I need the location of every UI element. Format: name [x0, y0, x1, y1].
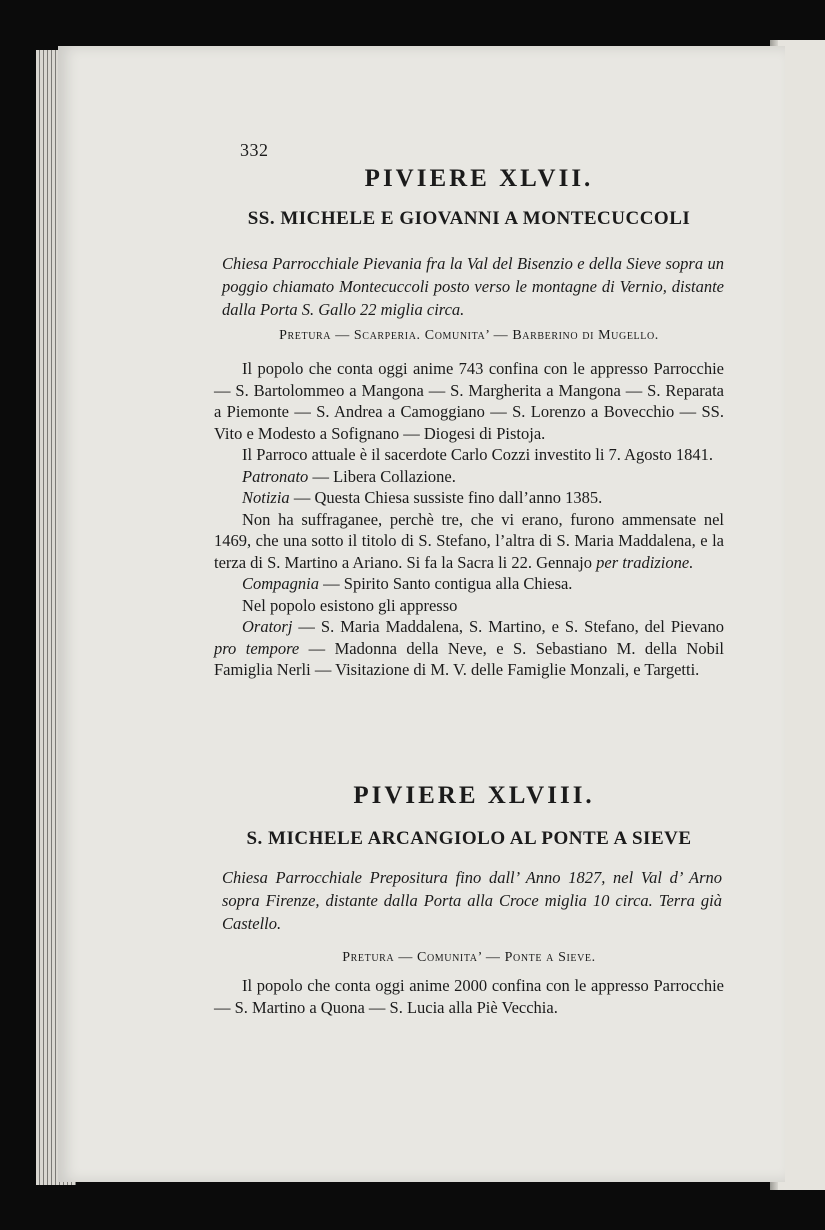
- compagnia-text: — Spirito Santo contigua alla Chiesa.: [319, 574, 573, 593]
- suffraganee-paragraph: [214, 509, 724, 574]
- population-paragraph: Il popolo che conta oggi anime 2000 confina con le appresso Parrocchie — S. Martino a Quona — S. Lucia alla Piè Vecchia.: [214, 976, 724, 1017]
- jurisdiction-line: Pretura — Scarperia. Comunita’ — Barberino di Mugello.: [279, 328, 659, 343]
- church-description: Chiesa Parrocchiale Pievania fra la Val del Bisenzio e della Sieve sopra un poggio chiamato Montecuccoli posto verso le montagne di Vernio, distante dalla Porta S. Gallo 22 miglia circa.: [222, 254, 724, 319]
- esistono-line: Nel popolo esistono gli appresso: [242, 595, 458, 615]
- church-title: SS. MICHELE E GIOVANNI A MONTECUCCOLI: [247, 208, 691, 229]
- patronato-text: — Libera Collazione.: [308, 466, 456, 486]
- oratorj-label: Oratorj: [242, 617, 293, 636]
- section-body: [214, 358, 724, 681]
- section-body: [214, 975, 724, 1018]
- patronato-line: [214, 466, 724, 488]
- oratorj-text-b: — Madonna della Neve, e S. Sebastiano M. della Nobil Famiglia Nerli — Visitazione di M. V. delle Famiglie Monzali, e Targetti.: [214, 638, 725, 679]
- compagnia-label: Compagnia: [242, 574, 320, 593]
- church-title: S. MICHELE ARCANGIOLO AL PONTE A SIEVE: [246, 828, 692, 849]
- parroco-paragraph: Il Parroco attuale è il sacerdote Carlo Cozzi investito li 7. Agosto 1841.: [242, 445, 714, 464]
- compagnia-line: [214, 573, 724, 595]
- notizia-label: Notizia: [242, 488, 290, 507]
- patronato-label: Patronato: [242, 466, 309, 486]
- page-number: 332: [240, 140, 269, 160]
- jurisdiction-line: Pretura — Comunita’ — Ponte a Sieve.: [342, 950, 596, 965]
- oratorj-text-a: — S. Maria Maddalena, S. Martino, e S. Stefano, del Pievano: [292, 617, 724, 636]
- oratorj-paragraph: [214, 616, 724, 681]
- suffraganee-text: Non ha suffraganee, perchè tre, che vi erano, furono ammensate nel 1469, che una sotto il titolo di S. Stefano, l’altra di S. Maria Maddalena, e la terza di S. Martino a Ariano. Si fa la Sacra li 22. Gennajo: [214, 509, 724, 572]
- church-description: Chiesa Parrocchiale Prepositura fino dall’ Anno 1827, nel Val d’ Arno sopra Firenze, distante dalla Porta alla Croce miglia 10 circa. Terra già Castello.: [222, 868, 722, 933]
- section-heading: PIVIERE XLVII.: [364, 165, 594, 192]
- oratorj-italic: pro tempore: [214, 638, 300, 658]
- population-paragraph: Il popolo che conta oggi anime 743 confina con le appresso Parrocchie — S. Bartolommeo a Mangona — S. Margherita a Mangona — S. Reparata a Piemonte — S. Andrea a Camoggiano — S. Lorenzo a Bovecchio — SS. Vito e Modesto a Sofignano — Diogesi di Pistoja.: [214, 359, 724, 443]
- notizia-line: [214, 487, 724, 509]
- suffraganee-italic: per tradizione.: [596, 552, 694, 572]
- section-heading: PIVIERE XLVIII.: [353, 782, 595, 809]
- notizia-text: — Questa Chiesa sussiste fino dall’anno 1385.: [289, 488, 603, 507]
